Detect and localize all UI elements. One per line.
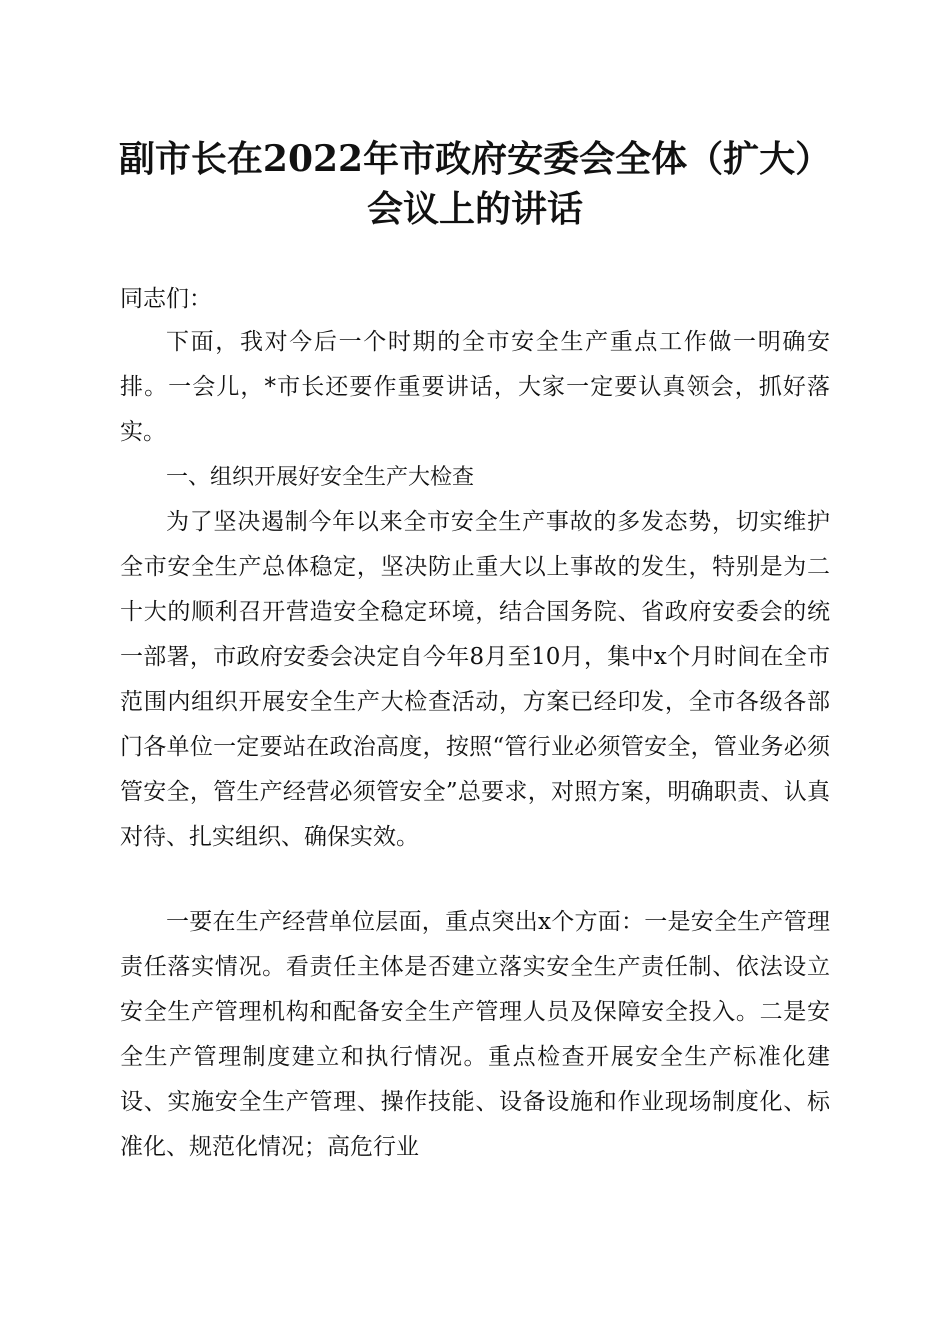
- salutation: 同志们：: [120, 286, 212, 312]
- paragraph-enterprise-level: 一要在生产经营单位层面，重点突出x个方面：一是安全生产管理责任落实情况。看责任主体是否建立落实安全生产责任制、依法设立安全生产管理机构和配备安全生产管理人员及保障安全投入。二是安全生产管理制度建立和执行情况。重点检查开展安全生产标准化建设、实施安全生产管理、操作技能、设备设施和作业现场制度化、标准化、规范化情况；高危行业: [120, 909, 830, 1160]
- paragraph-intro: 下面，我对今后一个时期的全市安全生产重点工作做一明确安排。一会儿，*市长还要作重要讲话，大家一定要认真领会，抓好落实。: [120, 329, 830, 445]
- document-title-line-1: 副市长在2022年市政府安委会全体（扩大）: [118, 138, 832, 180]
- paragraph-inspection: 为了坚决遏制今年以来全市安全生产事故的多发态势，切实维护全市安全生产总体稳定，坚决防止重大以上事故的发生，特别是为二十大的顺利召开营造安全稳定环境，结合国务院、省政府安委会的统一部署，市政府安委会决定自今年8月至10月，集中x个月时间在全市范围内组织开展安全生产大检查活动，方案已经印发，全市各级各部门各单位一定要站在政治高度，按照“管行业必须管安全，管业务必须管安全，管生产经营必须管安全”总要求，对照方案，明确职责、认真对待、扎实组织、确保实效。: [120, 509, 830, 850]
- section-heading-1: 一、组织开展好安全生产大检查: [166, 465, 475, 490]
- document-title-line-2: 会议上的讲话: [366, 188, 583, 230]
